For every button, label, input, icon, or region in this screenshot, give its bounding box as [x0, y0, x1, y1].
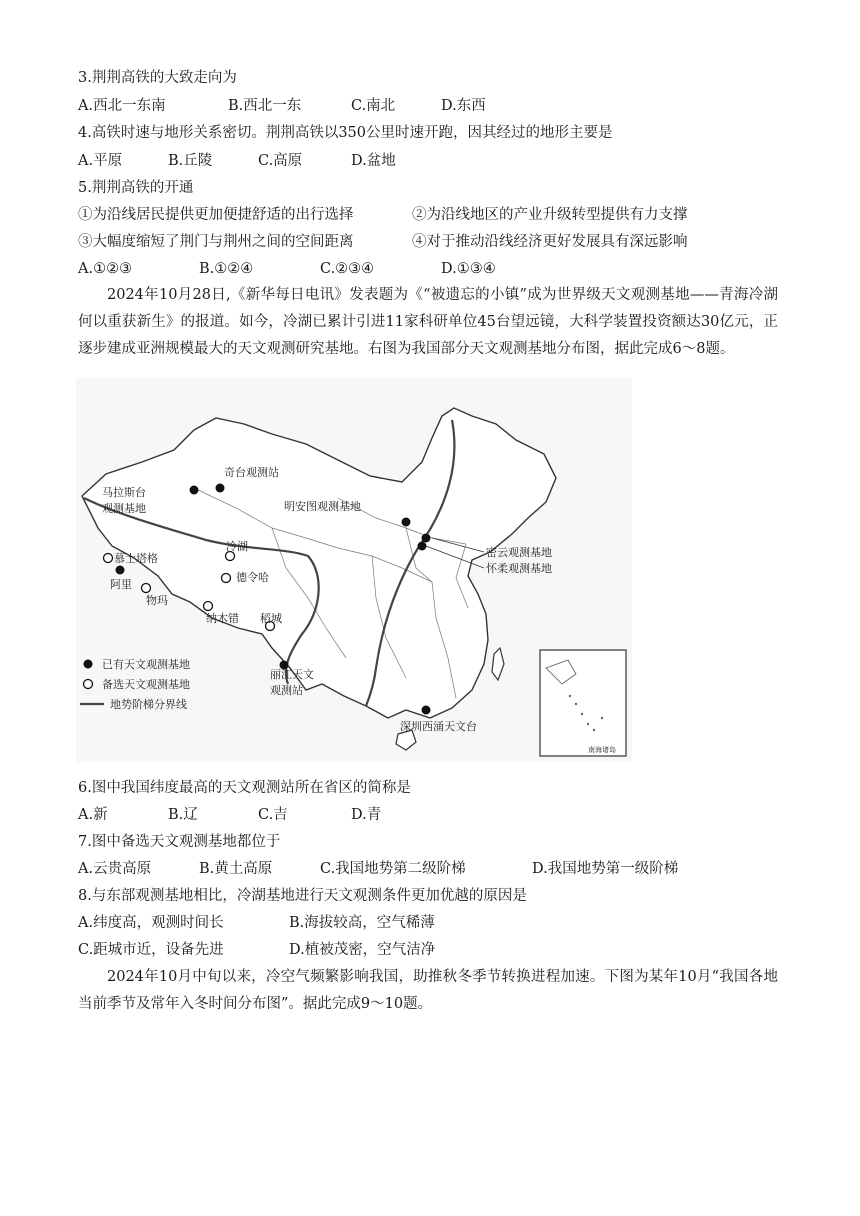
- q3-option-c: C.南北: [351, 98, 396, 114]
- label-malasitai-1: 马拉斯台: [102, 486, 146, 499]
- q8-option-d: D.植被茂密，空气洁净: [289, 942, 436, 958]
- q8-option-c: C.距城市近，设备先进: [78, 942, 224, 958]
- existing-site-qitai: [216, 484, 225, 493]
- q6-option-d: D.青: [351, 807, 382, 823]
- q7-option-b: B.黄土高原: [199, 861, 273, 877]
- q7-stem: 7.图中备选天文观测基地都位于: [78, 834, 281, 850]
- candidate-site-mushitage: [104, 554, 113, 563]
- q4-stem: 4.高铁时速与地形关系密切。荆荆高铁以350公里时速开跑，因其经过的地形主要是: [78, 125, 613, 141]
- q8-stem: 8.与东部观测基地相比，冷湖基地进行天文观测条件更加优越的原因是: [78, 888, 527, 904]
- label-delingha: 德令哈: [236, 571, 269, 584]
- q5-stem: 5.荆荆高铁的开通: [78, 180, 194, 196]
- label-shenzhen: 深圳西涌天文台: [400, 720, 477, 733]
- label-huairou: 怀柔观测基地: [486, 562, 552, 575]
- existing-site-ali: [116, 566, 125, 575]
- q5-option-b: B.①②④: [199, 261, 254, 277]
- q7-option-d: D.我国地势第一级阶梯: [532, 861, 679, 877]
- candidate-site-delingha: [222, 574, 231, 583]
- existing-site-mingantu: [402, 518, 411, 527]
- candidate-site-wuma: [142, 584, 151, 593]
- q3-stem: 3.荆荆高铁的大致走向为: [78, 70, 237, 86]
- q6-stem: 6.图中我国纬度最高的天文观测站所在省区的简称是: [78, 780, 411, 796]
- label-ali: 阿里: [110, 578, 132, 591]
- candidate-site-namucuo: [204, 602, 213, 611]
- q5-option-c: C.②③④: [320, 261, 375, 277]
- q5-option-a: A.①②③: [78, 261, 133, 277]
- legend-candidate-marker: [84, 680, 93, 689]
- label-mingantu: 明安图观测基地: [284, 500, 361, 513]
- q6-option-b: B.辽: [168, 807, 198, 823]
- existing-site-miyun: [422, 534, 431, 543]
- q8-option-b: B.海拔较高，空气稀薄: [289, 915, 435, 931]
- passage-season: 2024年10月中旬以来，冷空气频繁影响我国，助推秋冬季节转换进程加速。下图为某年10月“我国各地当前季节及常年入冬时间分布图”。据此完成9～10题。: [78, 969, 778, 1012]
- q6-option-c: C.吉: [258, 807, 288, 823]
- existing-site-shenzhen: [422, 706, 431, 715]
- legend-existing: 已有天文观测基地: [102, 658, 190, 671]
- label-lijiang-2: 观测站: [270, 684, 303, 697]
- q8-option-a: A.纬度高，观测时间长: [78, 915, 224, 931]
- q3-option-b: B.西北一东: [228, 98, 302, 114]
- label-wuma: 物玛: [146, 594, 168, 607]
- label-qitai: 奇台观测站: [224, 466, 279, 479]
- q6-option-a: A.新: [78, 807, 108, 823]
- label-miyun: 密云观测基地: [486, 546, 552, 559]
- q5-statement-2: ②为沿线地区的产业升级转型提供有力支撑: [412, 207, 688, 223]
- existing-site-huairou: [418, 542, 427, 551]
- q4-option-d: D.盆地: [351, 153, 396, 169]
- q5-statement-3: ③大幅度缩短了荆门与荆州之间的空间距离: [78, 234, 354, 250]
- q7-option-a: A.云贵高原: [78, 861, 152, 877]
- legend-existing-marker: [84, 660, 93, 669]
- q3-option-d: D.东西: [441, 98, 486, 114]
- q5-statement-1: ①为沿线居民提供更加便捷舒适的出行选择: [78, 207, 354, 223]
- label-lenghu: 冷湖: [226, 540, 248, 553]
- existing-site-malasitai: [190, 486, 199, 495]
- q5-statement-4: ④对于推动沿线经济更好发展具有深远影响: [412, 234, 688, 250]
- inset-label: 南海诸岛: [588, 746, 616, 754]
- q7-option-c: C.我国地势第二级阶梯: [320, 861, 466, 877]
- q4-option-c: C.高原: [258, 153, 303, 169]
- label-daocheng: 稻城: [260, 612, 282, 625]
- observatory-map: [76, 378, 632, 762]
- legend-candidate: 备选天文观测基地: [102, 678, 190, 691]
- legend-boundary: 地势阶梯分界线: [110, 698, 187, 711]
- label-mushitage: 慕士塔格: [114, 552, 158, 565]
- q4-option-a: A.平原: [78, 153, 123, 169]
- passage-tianwen: 2024年10月28日,《新华每日电讯》发表题为《“被遗忘的小镇”成为世界级天文观测基地——青海冷湖何以重获新生》的报道。如今，冷湖已累计引进11家科研单位45台望远镜，大科学装置投资额达30亿元，正逐步建成亚洲规模最大的天文观测研究基地。右图为我国部分天文观测基地分布图，据此完成6～8题。: [78, 287, 778, 357]
- label-namucuo: 纳木错: [206, 612, 239, 625]
- q3-option-a: A.西北一东南: [78, 98, 166, 114]
- label-malasitai-2: 观测基地: [102, 502, 146, 515]
- q5-option-d: D.①③④: [441, 261, 496, 277]
- q4-option-b: B.丘陵: [168, 153, 213, 169]
- label-lijiang-1: 丽江天文: [270, 668, 314, 681]
